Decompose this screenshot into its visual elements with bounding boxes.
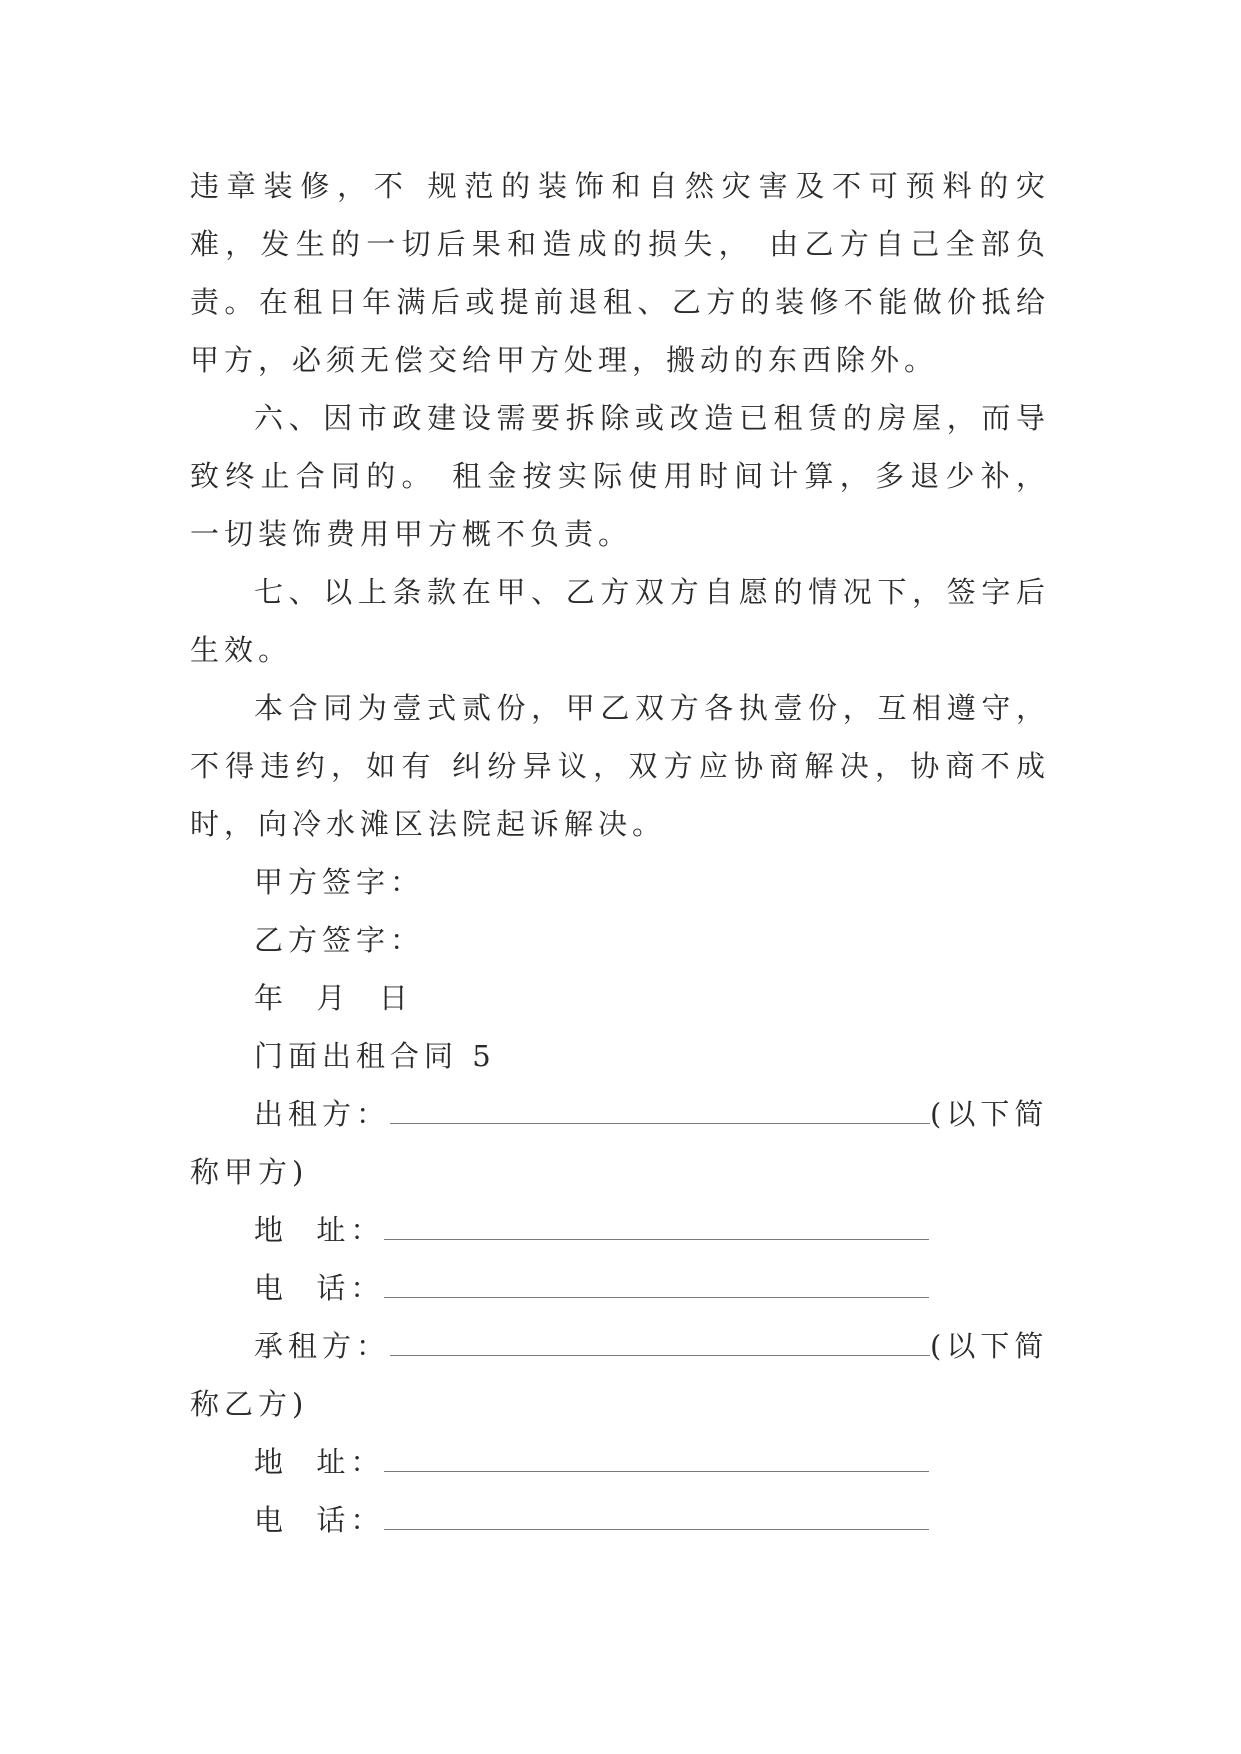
copies-clause: 本合同为壹式贰份，甲乙双方各执壹份，互相遵守，不得违约，如有 纠纷异议，双方应协商解决，协商不成时，向冷水滩区法院起诉解决。 (190, 691, 1050, 841)
party-b-signature-label: 乙方签字： (254, 923, 425, 957)
lessee-phone-label: 电 话： (254, 1503, 385, 1537)
lessee-address-label: 地 址： (254, 1445, 385, 1479)
clause-6: 六、因市政建设需要拆除或改造已租赁的房屋，而导致终止合同的。 租金按实际使用时间计算，多退少补，一切装饰费用甲方概不负责。 (190, 401, 1050, 551)
lessee-suffix: (以下简 (930, 1329, 1049, 1363)
party-a-signature-label: 甲方签字： (254, 865, 425, 899)
document-body (190, 157, 1050, 1549)
lessor-phone-line (190, 1259, 1050, 1317)
lessee-name-blank (390, 1333, 930, 1356)
lessor-address-line (190, 1201, 1050, 1259)
lessee-label: 承租方： (254, 1329, 391, 1363)
lessee-phone-line (190, 1491, 1050, 1549)
lessee-address-line (190, 1433, 1050, 1491)
lessee-phone-blank (384, 1507, 929, 1530)
lessor-suffix: (以下简 (930, 1097, 1049, 1131)
lessee-line (190, 1317, 1050, 1375)
lessor-address-label: 地 址： (254, 1213, 385, 1247)
lessor-line (190, 1085, 1050, 1143)
next-contract-title: 门面出租合同 5 (254, 1039, 496, 1073)
lessor-phone-label: 电 话： (254, 1271, 385, 1305)
lessor-address-blank (384, 1217, 929, 1240)
lessor-suffix-continuation: 称甲方) (190, 1155, 309, 1189)
lessee-address-blank (384, 1449, 929, 1472)
clause-7: 七、以上条款在甲、乙方双方自愿的情况下，签字后生效。 (190, 575, 1050, 667)
lessee-suffix-continuation: 称乙方) (190, 1387, 309, 1421)
lessor-label: 出租方： (254, 1097, 391, 1131)
signature-date-label: 年 月 日 (254, 981, 413, 1015)
clause-5-continuation: 违章装修，不 规范的装饰和自然灾害及不可预料的灾难，发生的一切后果和造成的损失， 由乙方自己全部负责。在租日年满后或提前退租、乙方的装修不能做价抵给甲方，必须无偿交给甲方处理，搬动的东西除外。 (190, 169, 1050, 377)
lessor-phone-blank (384, 1275, 929, 1298)
lessor-name-blank (390, 1101, 930, 1124)
